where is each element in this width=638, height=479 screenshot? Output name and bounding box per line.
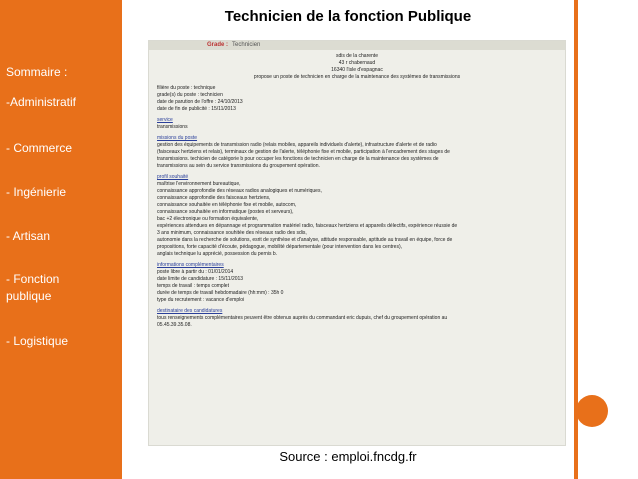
- text-line: date de parution de l'offre : 24/10/2013: [157, 99, 243, 105]
- text-line: connaissance souhaitée en informatique (postes et serveurs),: [157, 209, 294, 215]
- text-line: anglais technique lu apprécié, possession du pernis b.: [157, 251, 278, 257]
- grade-value: Technicien: [232, 42, 261, 48]
- section-heading-destinataire: destinataire des candidatures: [157, 308, 223, 314]
- sidebar-heading: Sommaire :: [6, 65, 68, 79]
- text-line: transmissions au sein du service transmissions du groupement opération.: [157, 163, 320, 169]
- service-block: [157, 124, 557, 131]
- text-line: connaissance approfondie des réseaux radios analogiques et numériques,: [157, 188, 322, 194]
- section-heading-missions: missions du poste: [157, 135, 198, 141]
- sidebar-item-ingenierie[interactable]: - Ingénierie: [6, 185, 67, 199]
- text-line: durée de temps de travail hebdomadaire (hh:mm) : 35h 0: [157, 290, 284, 296]
- text-line: 3 ans minimum, connaissance souhitée des réseaux radio des sdis,: [157, 230, 307, 236]
- section-heading-profil: profil souhaité: [157, 174, 189, 180]
- text-line: (faisceaux hertziens et relais), terminaux de gestion de l'alerte, téléphonie fixe et mobile, participation à l'encadrement des stages de: [157, 149, 450, 155]
- text-line: transmissions. techicien de catégorie b pour occuper les fonctions de technicien en charge de la maintenance des systèmes de: [157, 156, 439, 162]
- text-line: bac +2 électronique ou formation équivalente,: [157, 216, 259, 222]
- sidebar-item-administratif[interactable]: -Administratif: [6, 95, 77, 109]
- address-block: [157, 53, 557, 81]
- text-line: 16340 l'isle d'espagnac: [331, 67, 383, 73]
- info-block: [157, 85, 557, 113]
- text-line: transmissions: [157, 124, 188, 130]
- text-line: 05.45.39.35.08.: [157, 322, 192, 328]
- text-line: grade(s) du poste : technicien: [157, 92, 223, 98]
- text-line: propositions, forte capacité d'écoute, pédagogue, mobilité départementale (pour intervention dans les centres),: [157, 244, 402, 250]
- job-offer-screenshot: [148, 40, 566, 446]
- text-line: sdis de la charente: [336, 53, 378, 59]
- text-line: propose un poste de technicien en charge de la maintenance des systèmes de transmissions: [253, 74, 461, 80]
- grade-label: Grade :: [207, 42, 229, 48]
- missions-block: [157, 142, 557, 170]
- text-line: type du recrutement : vacance d'emploi: [157, 297, 245, 303]
- section-heading-service: service: [157, 117, 173, 123]
- infos-block: [157, 269, 557, 304]
- text-line: maîtrise l'environnement bureautique,: [157, 181, 241, 187]
- sidebar-item-fonction-publique[interactable]: - Fonction publique: [6, 272, 60, 303]
- text-line: tous renseignements complémentaires peuvent être obtenus auprès du commandant eric dupuis, chef du groupement opération au: [157, 315, 448, 321]
- section-heading-infos: informations complémentaires: [157, 262, 224, 268]
- text-line: connaissance approfondie des faisceaux hertziens,: [157, 195, 271, 201]
- sidebar-item-commerce[interactable]: - Commerce: [6, 141, 73, 155]
- text-line: gestion des équipements de transmission radio (relais mobiles, appareils individuels d'alerte), infrastructure d'alerte et de radio: [157, 142, 437, 148]
- text-line: filière du poste : technique: [157, 85, 216, 91]
- profil-block: [157, 181, 557, 258]
- sidebar: [0, 0, 122, 479]
- sidebar-item-artisan[interactable]: - Artisan: [6, 229, 51, 243]
- text-line: expériences attendues en dépannage et programmation matériel radio, faisceaux hertziens et appareils délectifs, expérience réussie de: [157, 223, 458, 229]
- decorative-circle: [576, 395, 608, 427]
- text-line: date de fin de publicité : 15/11/2013: [157, 106, 236, 112]
- page-title: Technicien de la fonction Publique: [224, 8, 472, 25]
- destinataire-block: [157, 315, 557, 329]
- text-line: poste libre à partir du : 01/01/2014: [157, 269, 234, 275]
- text-line: date limite de candidature : 15/11/2013: [157, 276, 244, 282]
- grade-bar: [149, 41, 565, 50]
- text-line: 43 r chabernaud: [338, 60, 376, 66]
- sidebar-item-logistique[interactable]: - Logistique: [6, 334, 69, 348]
- text-line: temps de travail : temps complet: [157, 283, 229, 289]
- source-caption: Source : emploi.fncdg.fr: [279, 449, 417, 464]
- text-line: autonomie dans la recherche de solutions, esrit de synthèse et d'analyse, attitude responsable, aptitude au travail en équipe, force de: [157, 237, 453, 243]
- text-line: connaissance souhaitée en téléphonie fixe et mobile, autocom,: [157, 202, 297, 208]
